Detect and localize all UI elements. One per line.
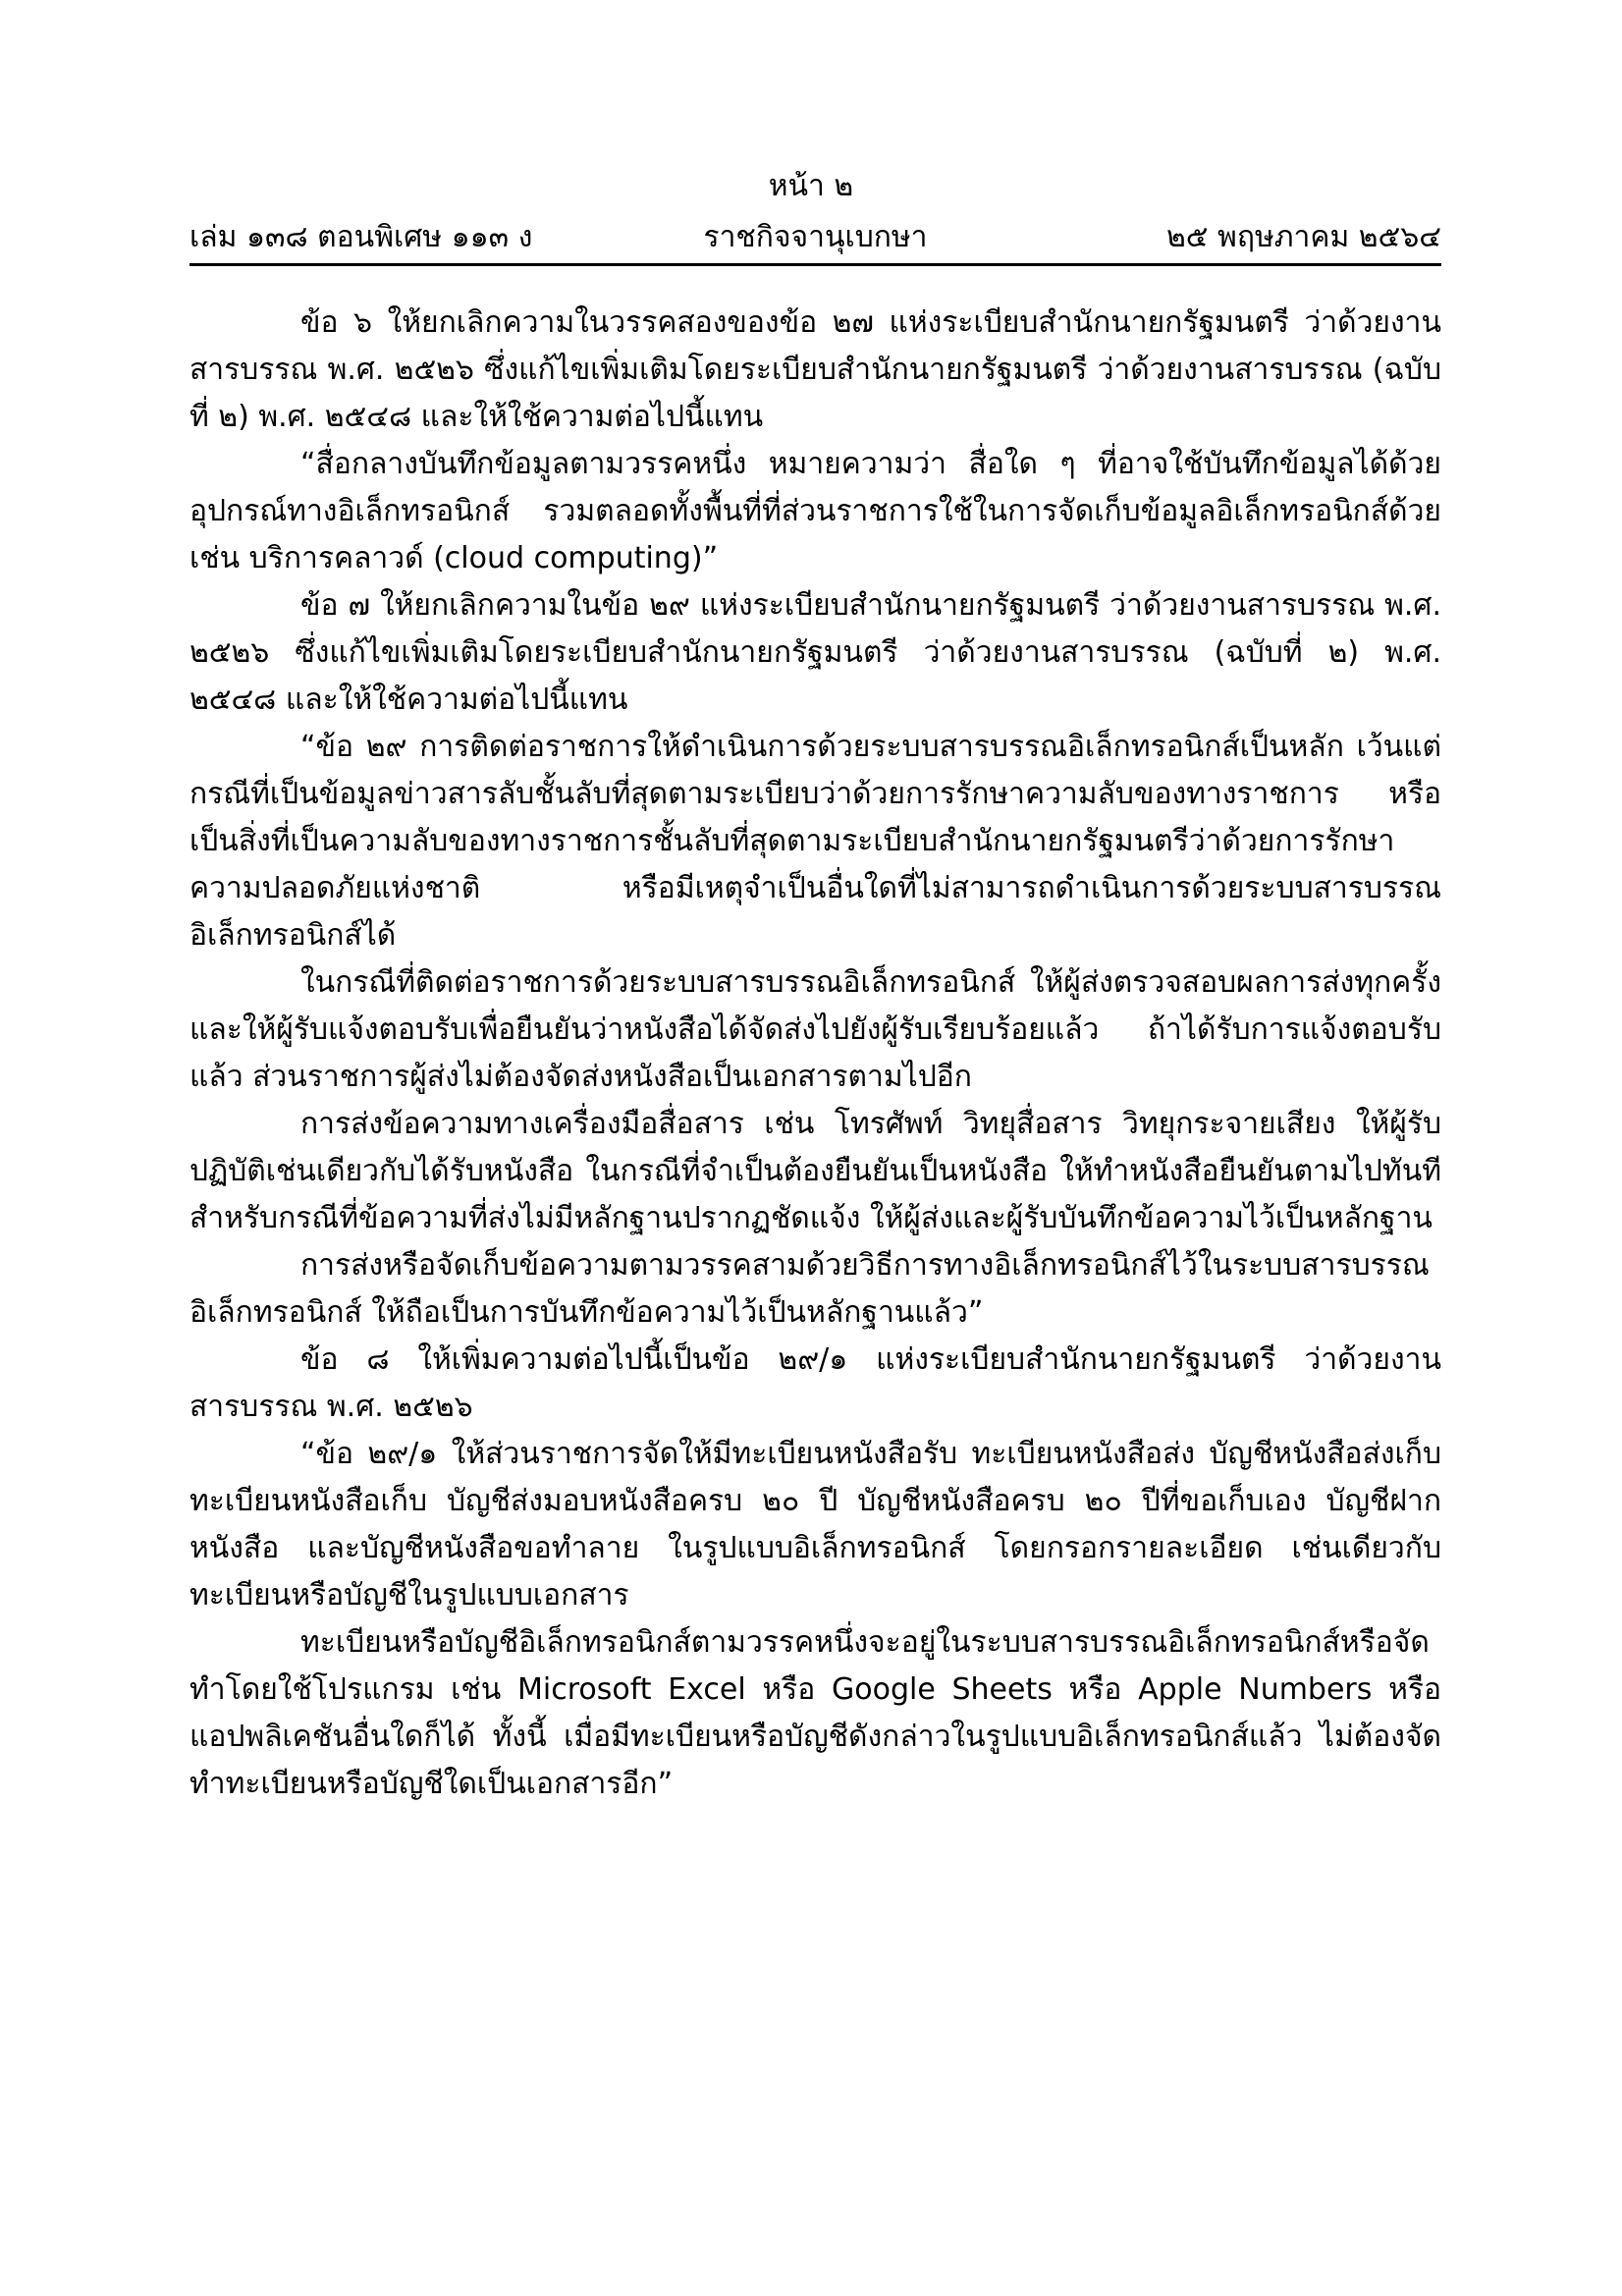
paragraph-clause-6-text: “สื่อกลางบันทึกข้อมูลตามวรรคหนึ่ง หมายความว่า สื่อใด ๆ ที่อาจใช้บันทึกข้อมูลได้ด้วยอุปกรณ์ทางอิเล็กทรอนิกส์ รวมตลอดทั้งพื้นที่ที่ส่วนราชการใช้ในการจัดเก็บข้อมูลอิเล็กทรอนิกส์ด้วย เช่น บริการคลาวด์ (cloud computing)” — [189, 447, 1441, 575]
document-body — [189, 300, 1441, 1808]
volume-issue: เล่ม ๑๓๘ ตอนพิเศษ ๑๑๓ ง — [189, 220, 533, 254]
paragraph-clause-8: ข้อ ๘ ให้เพิ่มความต่อไปนี้เป็นข้อ ๒๙/๑ แห่งระเบียบสำนักนายกรัฐมนตรี ว่าด้วยงานสารบรรณ พ.ศ. ๒๕๒๖ — [189, 1342, 1441, 1424]
paragraph-clause-29-1-para-2: ทะเบียนหรือบัญชีอิเล็กทรอนิกส์ตามวรรคหนึ่งจะอยู่ในระบบสารบรรณอิเล็กทรอนิกส์หรือจัดทำโดยใช้โปรแกรม เช่น Microsoft Excel หรือ Google Sheets หรือ Apple Numbers หรือ แอปพลิเคชันอื่นใดก็ได้ ทั้งนี้ เมื่อมีทะเบียนหรือบัญชีดังกล่าวในรูปแบบอิเล็กทรอนิกส์แล้ว ไม่ต้องจัดทำทะเบียนหรือบัญชีใดเป็นเอกสารอีก” — [189, 1625, 1441, 1801]
paragraph-clause-7: ข้อ ๗ ให้ยกเลิกความในข้อ ๒๙ แห่งระเบียบสำนักนายกรัฐมนตรี ว่าด้วยงานสารบรรณ พ.ศ. ๒๕๒๖ ซึ่งแก้ไขเพิ่มเติมโดยระเบียบสำนักนายกรัฐมนตรี ว่าด้วยงานสารบรรณ (ฉบับที่ ๒) พ.ศ. ๒๕๔๘ และให้ใช้ความต่อไปนี้แทน — [189, 588, 1441, 717]
paragraph-clause-29-para-3: การส่งข้อความทางเครื่องมือสื่อสาร เช่น โทรศัพท์ วิทยุสื่อสาร วิทยุกระจายเสียง ให้ผู้รับปฏิบัติเช่นเดียวกับได้รับหนังสือ ในกรณีที่จำเป็นต้องยืนยันเป็นหนังสือ ให้ทำหนังสือยืนยันตามไปทันที สำหรับกรณีที่ข้อความที่ส่งไม่มีหลักฐานปรากฏชัดแจ้ง ให้ผู้ส่งและผู้รับบันทึกข้อความไว้เป็นหลักฐาน — [189, 1107, 1441, 1235]
gazette-header — [189, 218, 1441, 257]
paragraph-clause-29-para-2: ในกรณีที่ติดต่อราชการด้วยระบบสารบรรณอิเล็กทรอนิกส์ ให้ผู้ส่งตรวจสอบผลการส่งทุกครั้ง และให้ผู้รับแจ้งตอบรับเพื่อยืนยันว่าหนังสือได้จัดส่งไปยังผู้รับเรียบร้อยแล้ว ถ้าได้รับการแจ้งตอบรับแล้ว ส่วนราชการผู้ส่งไม่ต้องจัดส่งหนังสือเป็นเอกสารตามไปอีก — [189, 965, 1441, 1094]
gazette-title: ราชกิจจานุเบกษา — [703, 220, 928, 254]
publication-date: ๒๕ พฤษภาคม ๒๕๖๔ — [1166, 220, 1441, 254]
paragraph-clause-29: “ข้อ ๒๙ การติดต่อราชการให้ดำเนินการด้วยระบบสารบรรณอิเล็กทรอนิกส์เป็นหลัก เว้นแต่กรณีที่เป็นข้อมูลข่าวสารลับชั้นลับที่สุดตามระเบียบว่าด้วยการรักษาความลับของทางราชการ หรือเป็นสิ่งที่เป็นความลับของทางราชการชั้นลับที่สุดตามระเบียบสำนักนายกรัฐมนตรีว่าด้วยการรักษาความปลอดภัยแห่งชาติ หรือมีเหตุจำเป็นอื่นใดที่ไม่สามารถดำเนินการด้วยระบบสารบรรณอิเล็กทรอนิกส์ได้ — [189, 730, 1441, 953]
paragraph-clause-6: ข้อ ๖ ให้ยกเลิกความในวรรคสองของข้อ ๒๗ แห่งระเบียบสำนักนายกรัฐมนตรี ว่าด้วยงานสารบรรณ พ.ศ. ๒๕๒๖ ซึ่งแก้ไขเพิ่มเติมโดยระเบียบสำนักนายกรัฐมนตรี ว่าด้วยงานสารบรรณ (ฉบับที่ ๒) พ.ศ. ๒๕๔๘ และให้ใช้ความต่อไปนี้แทน — [189, 305, 1441, 434]
paragraph-clause-29-1: “ข้อ ๒๙/๑ ให้ส่วนราชการจัดให้มีทะเบียนหนังสือรับ ทะเบียนหนังสือส่ง บัญชีหนังสือส่งเก็บทะเบียนหนังสือเก็บ บัญชีส่งมอบหนังสือครบ ๒๐ ปี บัญชีหนังสือครบ ๒๐ ปีที่ขอเก็บเอง บัญชีฝากหนังสือ และบัญชีหนังสือขอทำลาย ในรูปแบบอิเล็กทรอนิกส์ โดยกรอกรายละเอียด เช่นเดียวกับทะเบียนหรือบัญชีในรูปแบบเอกสาร — [189, 1437, 1441, 1613]
paragraph-clause-29-para-4: การส่งหรือจัดเก็บข้อความตามวรรคสามด้วยวิธีการทางอิเล็กทรอนิกส์ไว้ในระบบสารบรรณ อิเล็กทรอนิกส์ ให้ถือเป็นการบันทึกข้อความไว้เป็นหลักฐานแล้ว” — [189, 1248, 1430, 1330]
header-divider — [189, 263, 1441, 266]
page-number: หน้า ๒ — [768, 169, 854, 203]
